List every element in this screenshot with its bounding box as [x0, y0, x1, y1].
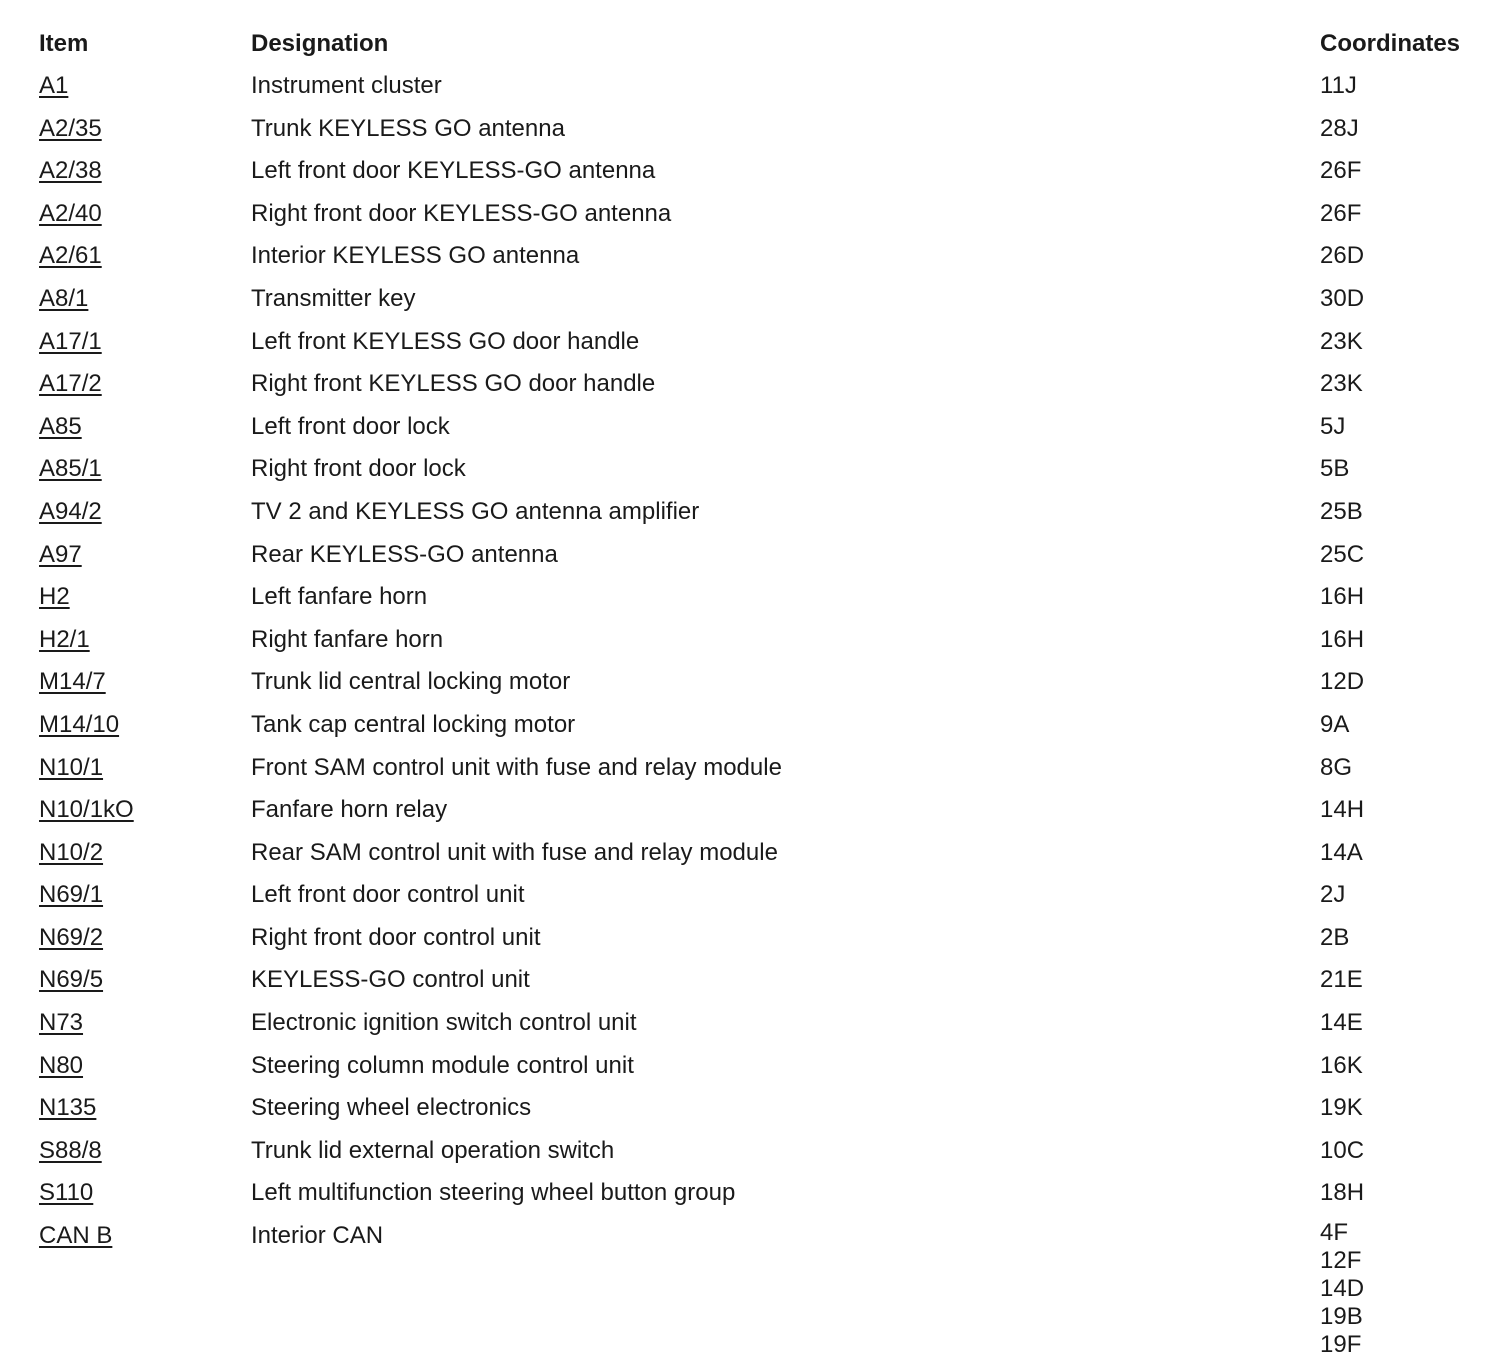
item-link[interactable]: M14/10: [39, 710, 120, 738]
table-row: [39, 665, 1479, 708]
item-cell: [39, 1006, 83, 1039]
item-link[interactable]: A8/1: [39, 284, 89, 312]
item-cell: [39, 239, 102, 272]
coordinates-cell: 30D: [1320, 284, 1365, 312]
table-row-can-b: [39, 1219, 1479, 1359]
item-link[interactable]: CAN B: [39, 1222, 113, 1250]
coordinates-cell: 11J: [1320, 72, 1357, 99]
table-row: [39, 69, 1479, 112]
table-row: [39, 410, 1479, 453]
item-cell: [39, 963, 103, 996]
coordinates-cell: 16H: [1320, 625, 1365, 653]
table-row: [39, 1134, 1479, 1177]
table-row: [39, 921, 1479, 964]
table-row: [39, 793, 1479, 836]
coordinates-cell: 26D: [1320, 242, 1365, 270]
designation-cell: Right front door control unit: [251, 923, 541, 951]
item-link[interactable]: M14/7: [39, 668, 106, 696]
table-row: [39, 708, 1479, 751]
designation-cell: Left front KEYLESS GO door handle: [251, 327, 640, 355]
designation-cell: Trunk KEYLESS GO antenna: [251, 114, 565, 142]
designation-cell: Instrument cluster: [251, 72, 442, 99]
coordinates-cell: 14A: [1320, 838, 1363, 866]
coordinates-cell: 2B: [1320, 923, 1350, 951]
item-cell: [39, 410, 82, 443]
designation-cell: Trunk lid central locking motor: [251, 668, 571, 696]
designation-cell: Fanfare horn relay: [251, 796, 448, 824]
table-row: [39, 1049, 1479, 1092]
item-cell: [39, 580, 70, 613]
item-cell: [39, 623, 90, 656]
coordinates-cell: 8G: [1320, 753, 1353, 781]
table-body: [39, 69, 1479, 1219]
table-row: [39, 282, 1479, 325]
item-link[interactable]: N10/1: [39, 753, 104, 781]
item-cell: [39, 878, 103, 911]
item-link[interactable]: H2: [39, 583, 70, 611]
coordinates-cell: 25C: [1320, 540, 1365, 568]
coordinates-cell: 16K: [1320, 1051, 1363, 1079]
table-row: [39, 239, 1479, 282]
designation-cell: Transmitter key: [251, 284, 416, 312]
table-row: [39, 367, 1479, 410]
designation-cell: Left front door lock: [251, 412, 450, 440]
item-link[interactable]: S88/8: [39, 1136, 102, 1164]
designation-cell: Right front KEYLESS GO door handle: [251, 370, 656, 398]
coordinates-cell: 21E: [1320, 966, 1363, 994]
coordinates-cell: 9A: [1320, 710, 1350, 738]
item-link[interactable]: A94/2: [39, 497, 102, 525]
coordinates-cell: 14H: [1320, 796, 1365, 824]
coordinates-cell: 10C: [1320, 1136, 1365, 1164]
table-row: [39, 112, 1479, 155]
item-link[interactable]: N10/2: [39, 838, 104, 866]
table-row: [39, 1091, 1479, 1134]
coordinates-cell: 26F: [1320, 199, 1362, 227]
item-cell: [39, 154, 102, 187]
item-link[interactable]: A2/35: [39, 114, 102, 142]
coordinates-cell: 28J: [1320, 114, 1359, 142]
designation-cell: Right front door lock: [251, 455, 466, 483]
designation-cell: Right fanfare horn: [251, 625, 444, 653]
designation-cell: Left front door control unit: [251, 881, 525, 909]
coordinates-cell: 2J: [1320, 881, 1346, 909]
coordinate-value: 19F: [1320, 1331, 1362, 1359]
coordinates-cell: 14E: [1320, 1009, 1363, 1037]
table-row: [39, 623, 1479, 666]
item-cell: [39, 1176, 93, 1209]
item-cell: [39, 197, 102, 230]
coordinates-cell: 5J: [1320, 412, 1346, 440]
designation-cell: Steering column module control unit: [251, 1051, 634, 1079]
coordinates-cell: 23K: [1320, 327, 1363, 355]
item-cell: [39, 665, 106, 698]
item-cell: [39, 921, 103, 954]
table-row: [39, 836, 1479, 879]
item-cell: [39, 452, 102, 485]
designation-cell: Left front door KEYLESS-GO antenna: [251, 157, 656, 185]
coordinate-value: 14D: [1320, 1275, 1365, 1303]
table-row: [39, 538, 1479, 581]
coordinate-value: 4F: [1320, 1219, 1349, 1247]
table-row: [39, 580, 1479, 623]
table-header-row: [39, 27, 1479, 69]
item-link[interactable]: N69/2: [39, 923, 104, 951]
item-cell: [39, 69, 68, 102]
item-link[interactable]: H2/1: [39, 625, 90, 653]
item-cell: [39, 1091, 96, 1124]
item-link[interactable]: N69/5: [39, 966, 104, 994]
coordinate-value: 12F: [1320, 1247, 1362, 1275]
item-cell: [39, 1049, 83, 1082]
designation-cell: Electronic ignition switch control unit: [251, 1009, 637, 1037]
table-row: [39, 452, 1479, 495]
item-link[interactable]: A85/1: [39, 455, 102, 483]
coordinates-cell: 26F: [1320, 157, 1362, 185]
table-row: [39, 495, 1479, 538]
designation-cell: Left multifunction steering wheel button group: [251, 1179, 736, 1207]
component-legend-table: [39, 27, 1479, 1359]
item-cell: [39, 282, 88, 315]
table-row: [39, 751, 1479, 794]
item-link[interactable]: A2/61: [39, 242, 102, 270]
designation-cell: Tank cap central locking motor: [251, 710, 576, 738]
designation-cell: Right front door KEYLESS-GO antenna: [251, 199, 672, 227]
coordinates-cell: 23K: [1320, 370, 1363, 398]
table-row: [39, 154, 1479, 197]
header-item: Item: [39, 30, 89, 57]
item-link[interactable]: A2/38: [39, 157, 102, 185]
coordinates-cell: 12D: [1320, 668, 1365, 696]
coordinates-cell: 25B: [1320, 497, 1363, 525]
coordinates-cell: 16H: [1320, 583, 1365, 611]
item-cell: [39, 495, 102, 528]
table-row: [39, 1006, 1479, 1049]
item-link[interactable]: N135: [39, 1094, 97, 1122]
item-link[interactable]: N10/1kO: [39, 796, 134, 824]
designation-cell: Interior CAN: [251, 1222, 384, 1250]
designation-cell: Front SAM control unit with fuse and relay module: [251, 753, 782, 781]
table-row: [39, 197, 1479, 240]
designation-cell: TV 2 and KEYLESS GO antenna amplifier: [251, 497, 700, 525]
item-link[interactable]: A97: [39, 540, 82, 568]
header-coordinates: Coordinates: [1320, 30, 1461, 57]
header-designation: Designation: [251, 30, 389, 57]
coordinates-cell: 19K: [1320, 1094, 1363, 1122]
coordinates-cell: 5B: [1320, 455, 1350, 483]
item-link[interactable]: A2/40: [39, 199, 102, 227]
designation-cell: Rear SAM control unit with fuse and relay module: [251, 838, 778, 866]
item-cell: [39, 325, 102, 358]
designation-cell: Rear KEYLESS-GO antenna: [251, 540, 558, 568]
item-link[interactable]: A17/2: [39, 370, 102, 398]
item-cell: [39, 793, 134, 826]
coordinate-value: 19B: [1320, 1303, 1363, 1331]
table-row: [39, 878, 1479, 921]
item-link[interactable]: N69/1: [39, 881, 104, 909]
item-link[interactable]: S110: [39, 1179, 94, 1207]
table-row: [39, 325, 1479, 368]
coordinates-cell: [1320, 1219, 1364, 1359]
item-cell: [39, 836, 103, 869]
designation-cell: KEYLESS-GO control unit: [251, 966, 530, 994]
item-link[interactable]: A1: [39, 72, 69, 99]
designation-cell: Trunk lid external operation switch: [251, 1136, 615, 1164]
item-link[interactable]: A17/1: [39, 327, 102, 355]
item-cell: [39, 1219, 112, 1252]
designation-cell: Interior KEYLESS GO antenna: [251, 242, 580, 270]
table-row: [39, 1176, 1479, 1219]
item-cell: [39, 367, 102, 400]
table-row: [39, 963, 1479, 1006]
item-cell: [39, 538, 82, 571]
item-cell: [39, 112, 102, 145]
designation-cell: Left fanfare horn: [251, 583, 428, 611]
item-link[interactable]: N80: [39, 1051, 84, 1079]
item-link[interactable]: N73: [39, 1009, 84, 1037]
item-cell: [39, 708, 119, 741]
item-cell: [39, 751, 103, 784]
item-cell: [39, 1134, 102, 1167]
designation-cell: Steering wheel electronics: [251, 1094, 532, 1122]
item-link[interactable]: A85: [39, 412, 82, 440]
coordinates-cell: 18H: [1320, 1179, 1365, 1207]
